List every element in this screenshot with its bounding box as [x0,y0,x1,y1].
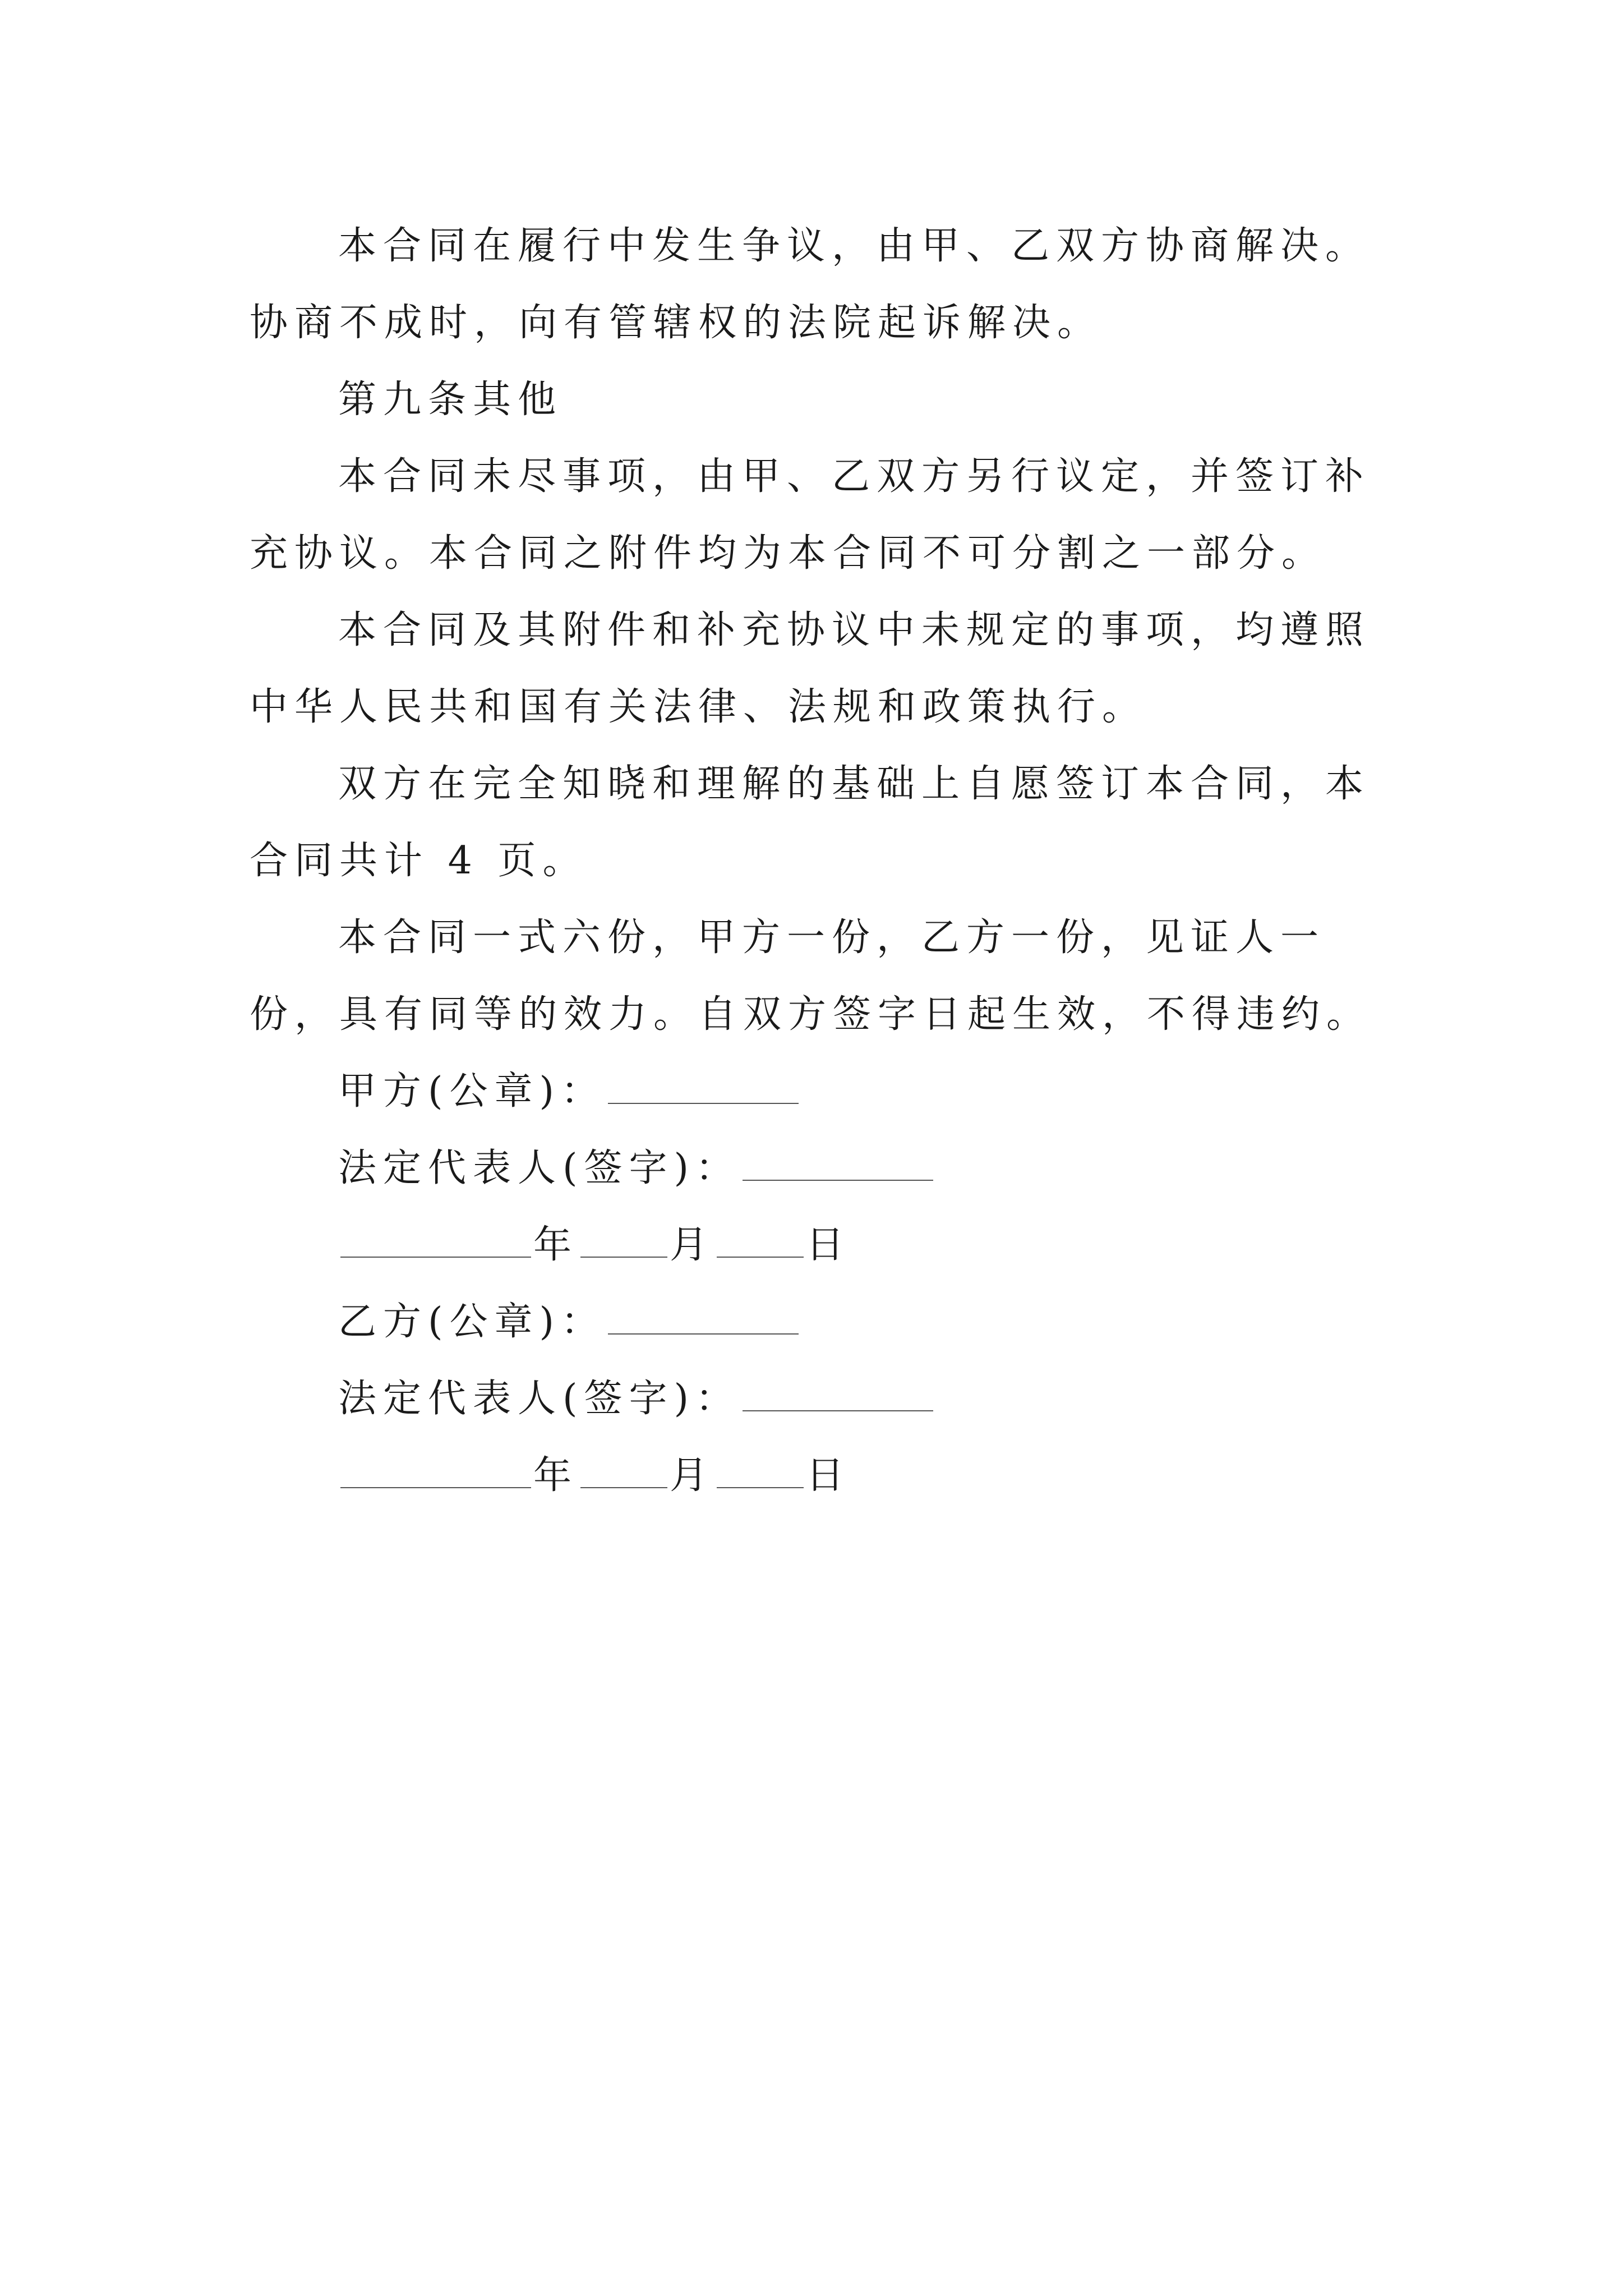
party-a-month-blank[interactable] [580,1234,667,1258]
month-label: 月 [670,1453,715,1498]
party-b-rep-label: 法定代表人(签字)： [338,1377,741,1421]
article-9-heading: 第九条其他 [338,378,563,422]
party-b-rep-blank[interactable] [743,1388,933,1411]
party-a-rep-blank[interactable] [743,1157,933,1181]
party-a-year-blank[interactable] [340,1234,531,1258]
party-b-seal-line [250,1283,1394,1360]
paragraph-copies: 本合同一式六份，甲方一份，乙方一份，见证人一份，具有同等的效力。自双方签字日起生效，不得违约。 [250,915,1372,1037]
party-a-date-line [250,1207,1394,1283]
paragraph-supplement: 本合同未尽事项，由甲、乙双方另行议定，并签订补充协议。本合同之附件均为本合同不可分割之一部分。 [250,454,1371,576]
month-label: 月 [670,1223,715,1267]
party-a-seal-blank[interactable] [608,1080,799,1104]
paragraph-law: 本合同及其附件和补充协议中未规定的事项，均遵照中华人民共和国有关法律、法规和政策执行。 [250,608,1371,729]
party-a-day-blank[interactable] [717,1234,804,1258]
party-b-day-blank[interactable] [717,1465,804,1488]
party-b-seal-blank[interactable] [608,1311,799,1335]
document-body [250,208,1394,1514]
day-label: 日 [806,1453,851,1498]
paragraph-voluntary: 双方在完全知晓和理解的基础上自愿签订本合同，本合同共计 4 页。 [250,762,1371,883]
year-label: 年 [533,1223,579,1267]
party-b-month-blank[interactable] [580,1465,667,1488]
party-b-rep-line [250,1360,1394,1437]
party-a-rep-line [250,1130,1394,1207]
day-label: 日 [806,1223,851,1267]
party-b-seal-label: 乙方(公章)： [338,1300,606,1344]
party-a-rep-label: 法定代表人(签字)： [338,1146,741,1190]
party-b-year-blank[interactable] [340,1465,531,1488]
party-b-date-line [250,1437,1394,1514]
paragraph-dispute: 本合同在履行中发生争议，由甲、乙双方协商解决。协商不成时，向有管辖权的法院起诉解决。 [250,224,1371,345]
party-a-seal-line [250,1053,1394,1130]
party-a-seal-label: 甲方(公章)： [338,1069,606,1114]
year-label: 年 [533,1453,579,1498]
